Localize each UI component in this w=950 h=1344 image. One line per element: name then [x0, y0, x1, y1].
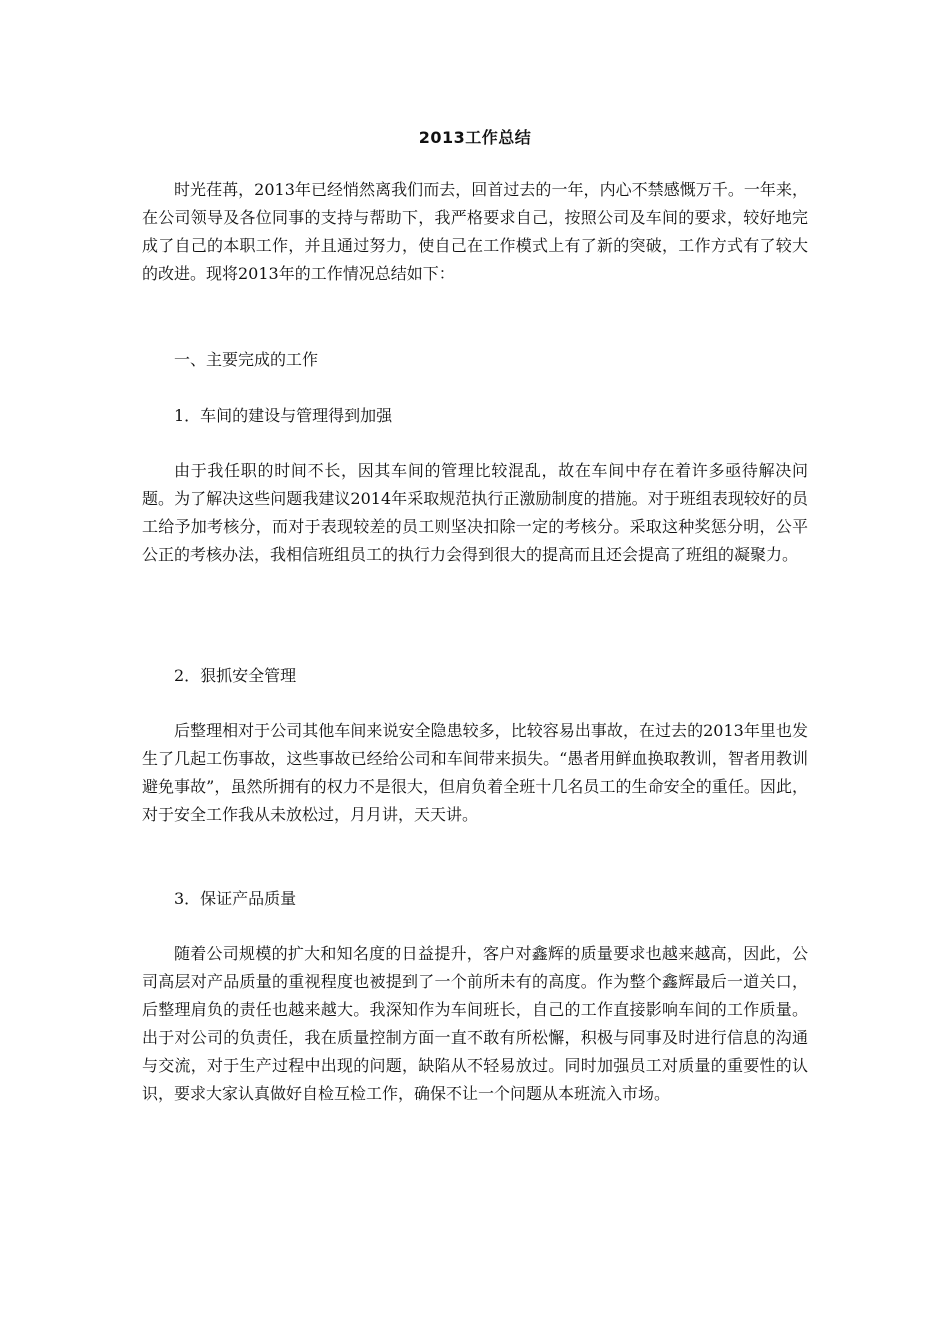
- section-heading-block: [142, 346, 808, 374]
- item-3-paragraph: 随着公司规模的扩大和知名度的日益提升，客户对鑫辉的质量要求也越来越高，因此，公司高层对产品质量的重视程度也被提到了一个前所未有的高度。作为整个鑫辉最后一道关口，后整理肩负的责任也越来越大。我深知作为车间班长，自己的工作直接影响车间的工作质量。出于对公司的负责任，我在质量控制方面一直不敢有所松懈，积极与同事及时进行信息的沟通与交流，对于生产过程中出现的问题，缺陷从不轻易放过。同时加强员工对质量的重要性的认识，要求大家认真做好自检互检工作，确保不让一个问题从本班流入市场。: [142, 944, 808, 1103]
- item-3-heading: 3．保证产品质量: [174, 889, 297, 908]
- intro-paragraph: 时光荏苒，2013年已经悄然离我们而去，回首过去的一年，内心不禁感慨万千。一年来，在公司领导及各位同事的支持与帮助下，我严格要求自己，按照公司及车间的要求，较好地完成了自己的本职工作，并且通过努力，使自己在工作模式上有了新的突破，工作方式有了较大的改进。现将2013年的工作情况总结如下：: [142, 180, 808, 283]
- intro-block: [142, 176, 808, 288]
- item-1-body-block: [142, 457, 808, 569]
- item-2-heading-block: [142, 662, 808, 690]
- item-1-heading-block: [142, 402, 808, 430]
- item-2-body-block: [142, 717, 808, 829]
- item-3-body-block: [142, 940, 808, 1108]
- item-1-paragraph: 由于我任职的时间不长，因其车间的管理比较混乱，故在车间中存在着许多亟待解决问题。为了解决这些问题我建议2014年采取规范执行正激励制度的措施。对于班组表现较好的员工给予加考核分，而对于表现较差的员工则坚决扣除一定的考核分。采取这种奖惩分明，公平公正的考核办法，我相信班组员工的执行力会得到很大的提高而且还会提高了班组的凝聚力。: [142, 461, 808, 564]
- item-2-heading: 2．狠抓安全管理: [174, 666, 297, 685]
- section-1-heading: 一、主要完成的工作: [174, 350, 319, 369]
- item-2-paragraph: 后整理相对于公司其他车间来说安全隐患较多，比较容易出事故，在过去的2013年里也发生了几起工伤事故，这些事故已经给公司和车间带来损失。“愚者用鲜血换取教训，智者用教训避免事故”，虽然所拥有的权力不是很大，但肩负着全班十几名员工的生命安全的重任。因此，对于安全工作我从未放松过，月月讲，天天讲。: [142, 721, 808, 824]
- item-3-heading-block: [142, 885, 808, 913]
- item-1-heading: 1．车间的建设与管理得到加强: [174, 406, 393, 425]
- document-title: 2013工作总结: [418, 128, 532, 147]
